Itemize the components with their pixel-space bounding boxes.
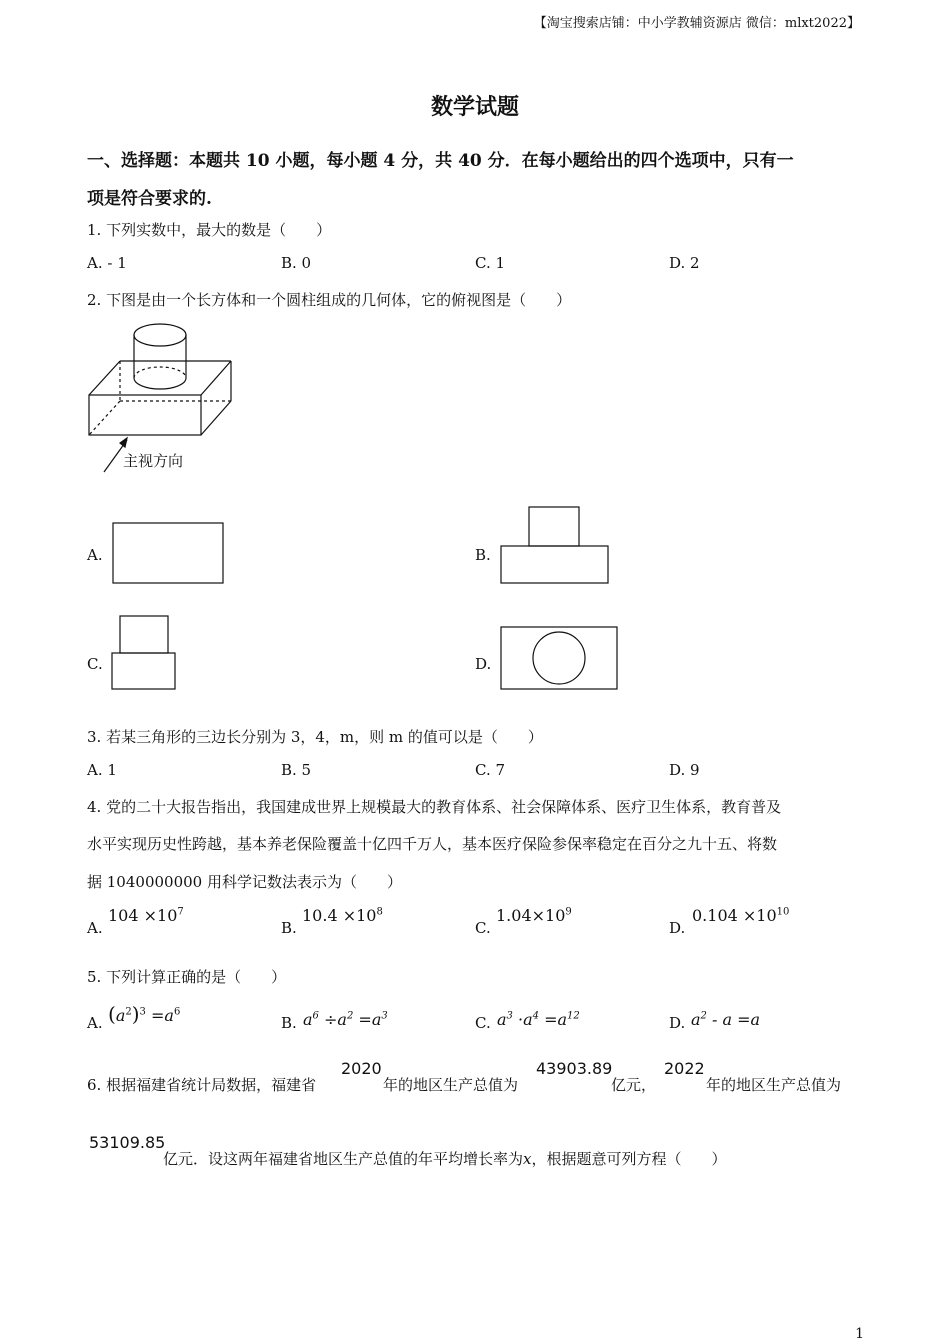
question-2-stem: 2. 下图是由一个长方体和一个圆柱组成的几何体，它的俯视图是（ ） (87, 291, 572, 309)
q3-option-c: C. 7 (475, 761, 506, 779)
option-c-figure-base (112, 653, 175, 689)
q4-option-d-label: D. (669, 919, 686, 937)
question-1-stem: 1. 下列实数中，最大的数是（ ） (87, 221, 332, 239)
q3-option-a: A. 1 (87, 761, 117, 779)
question-6-part-5: 亿元．设这两年福建省地区生产总值的年平均增长率为x，根据题意可列方程（ ） (163, 1150, 727, 1168)
q5-option-a-expr: $(a^2)^3 =a^6$ (108, 1002, 181, 1026)
q6-year-2020: 2020 (341, 1059, 382, 1078)
question-4-line-1: 4. 党的二十大报告指出，我国建成世界上规模最大的教育体系、社会保障体系、医疗卫生体系，教育普及 (87, 798, 782, 816)
section-heading-cont: 项是符合要求的. (87, 189, 212, 209)
page-header: 【淘宝搜索店铺：中小学教辅资源店 微信：mlxt2022】 (533, 16, 860, 31)
question-5-stem: 5. 下列计算正确的是（ ） (87, 968, 287, 986)
question-6-part-1: 6. 根据福建省统计局数据，福建省 (87, 1076, 317, 1094)
q1-option-b: B. 0 (281, 254, 312, 272)
q4-option-a-label: A. (87, 919, 103, 937)
q2-option-d-label: D. (475, 655, 492, 673)
option-a-figure (113, 523, 223, 583)
q5-option-c-label: C. (475, 1014, 491, 1032)
view-direction-label: 主视方向 (123, 452, 184, 470)
q3-option-d: D. 9 (669, 761, 700, 779)
page-number: 1 (855, 1326, 864, 1342)
q6-gdp-2020: 43903.89 (536, 1059, 613, 1078)
q5-option-d-expr: $a^2 - a =a$ (691, 1010, 761, 1029)
q6-gdp-2022: 53109.85 (89, 1133, 166, 1152)
q5-option-d-label: D. (669, 1014, 686, 1032)
q2-option-c-label: C. (87, 655, 103, 673)
q3-option-b: B. 5 (281, 761, 312, 779)
q4-option-c-label: C. (475, 919, 491, 937)
q2-option-b-label: B. (475, 546, 491, 564)
q5-option-c-expr: $a^3 \cdot a^4 =a^{12}$ (497, 1010, 580, 1029)
question-6-part-2: 年的地区生产总值为 (383, 1076, 519, 1094)
q4-option-c-expr: $1.04\times 10^9$ (496, 906, 572, 925)
question-3-stem: 3. 若某三角形的三边长分别为 3，4，m，则 m 的值可以是（ ） (87, 728, 543, 746)
q1-option-d: D. 2 (669, 254, 700, 272)
q4-option-b-label: B. (281, 919, 297, 937)
q2-option-a-label: A. (87, 546, 103, 564)
page-title: 数学试题 (430, 94, 519, 120)
q5-option-b-label: B. (281, 1014, 297, 1032)
option-d-figure-rect (501, 627, 617, 689)
option-b-figure-base (501, 546, 608, 583)
option-d-figure-circle (533, 632, 585, 684)
q1-option-c: C. 1 (475, 254, 506, 272)
option-c-figure-top (120, 616, 168, 653)
q5-option-a-label: A. (87, 1014, 103, 1032)
option-b-figure-top (529, 507, 579, 546)
q1-option-a: A. - 1 (87, 254, 127, 272)
section-heading: 一、选择题：本题共 10 小题，每小题 4 分，共 40 分．在每小题给出的四个选项中，只有一 (87, 151, 794, 171)
question-6-part-4: 年的地区生产总值为 (706, 1076, 842, 1094)
q4-option-a-expr: $104 \times 10^7$ (108, 906, 184, 925)
q6-year-2022: 2022 (664, 1059, 705, 1078)
q4-option-d-expr: $0.104 \times 10^{10}$ (692, 906, 790, 925)
question-4-line-2: 水平实现历史性跨越，基本养老保险覆盖十亿四千万人，基本医疗保险参保率稳定在百分之九十五、将数 (87, 835, 778, 853)
q5-option-b-expr: $a^6 \div a^2 =a^3$ (303, 1010, 388, 1029)
q4-option-b-expr: $10.4 \times 10^8$ (302, 906, 383, 925)
question-6-part-3: 亿元， (611, 1076, 657, 1094)
question-4-line-3: 据 1040000000 用科学记数法表示为（ ） (87, 873, 402, 891)
